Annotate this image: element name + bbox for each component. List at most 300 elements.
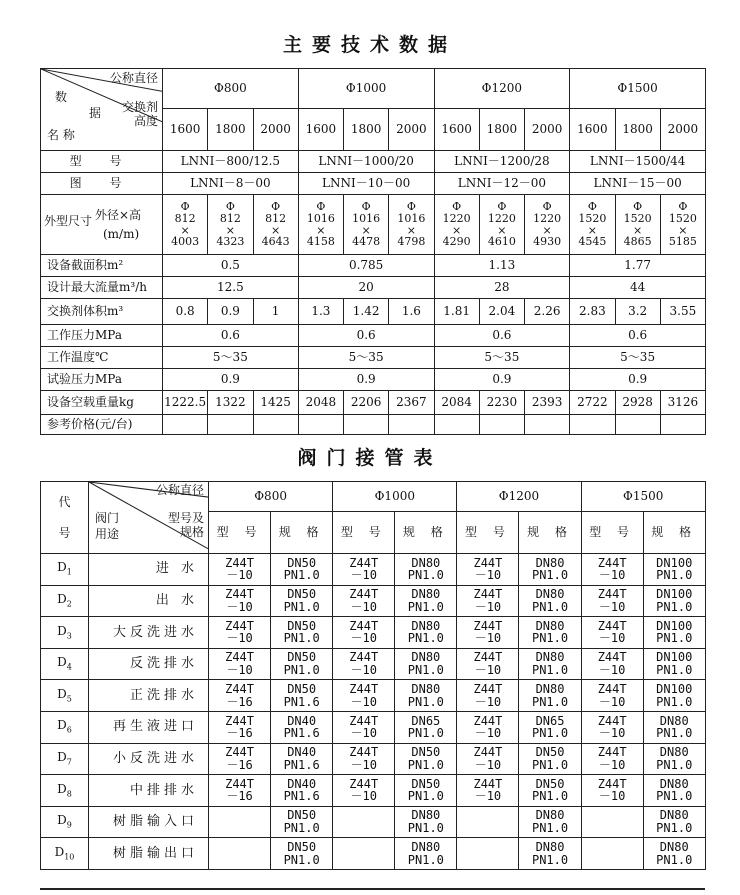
volumes-value: 2.04 [479, 299, 524, 325]
row-label: 设备空载重量kg [41, 391, 163, 415]
valve-cell-line: PN1.0 [531, 663, 569, 678]
valve-usage: 大反洗进水 [89, 617, 209, 649]
weights-value: 2084 [434, 391, 479, 415]
model-col-header: 型 号 [581, 512, 643, 554]
header-label-data-label: 数 [55, 90, 68, 104]
valve-spec [271, 554, 333, 586]
header-row-diameter [41, 69, 706, 109]
valve-spec [395, 585, 457, 617]
volumes-value: 1.42 [344, 299, 389, 325]
valve-cell-line: PN1.0 [656, 852, 693, 867]
valve-cell-line: PN1.0 [656, 568, 693, 583]
valve-cell-line: Z44T [597, 682, 627, 697]
valve-cell-line: DN50 [287, 555, 317, 570]
row-label: 设备截面积m² [41, 255, 163, 277]
valve-cell-line: DN80 [535, 555, 565, 570]
spec-col-header: 规 格 [643, 512, 705, 554]
valve-cell-line: DN40 [287, 776, 317, 791]
models-value: LNNI－1000/20 [298, 151, 434, 173]
valve-row [41, 585, 706, 617]
dimension-value [570, 195, 615, 255]
dimension-symbol: × [180, 223, 190, 237]
valve-code-sub: 7 [66, 757, 72, 767]
header-label-name-label: 名 称 [47, 128, 75, 142]
row-label: 型 号 [41, 151, 163, 173]
dimension-diameter: 1220 [533, 211, 562, 225]
valve-diameter-header: Φ1000 [333, 482, 457, 512]
valve-cell-line: DN80 [659, 776, 689, 791]
header-label-exchanger-height-2: 高度 [133, 114, 158, 128]
drawings-value: LNNI－10－00 [298, 173, 434, 195]
valve-code-sub: 10 [64, 852, 75, 862]
dimension-value [389, 195, 434, 255]
valve-row [41, 806, 706, 838]
row-drawings [41, 173, 706, 195]
valve-model [581, 743, 643, 775]
valve-spec [643, 806, 705, 838]
valve-cell-line: DN80 [535, 587, 565, 602]
drawings-value: LNNI－12－00 [434, 173, 570, 195]
valve-cell-line: PN1.0 [531, 631, 569, 646]
valve-spec [271, 775, 333, 807]
valve-cell-line: DN80 [659, 840, 689, 855]
dimension-diameter: 812 [219, 211, 241, 225]
valve-cell-line: －10 [598, 694, 626, 709]
dimension-value [479, 195, 524, 255]
valve-spec [519, 585, 581, 617]
volumes-value: 0.9 [208, 299, 253, 325]
valve-code [41, 585, 89, 617]
valve-cell-line: DN50 [287, 587, 317, 602]
valve-cell-line: PN1.0 [531, 821, 569, 836]
valve-code-sub: 6 [66, 725, 72, 735]
valve-usage: 树脂输出口 [89, 838, 209, 870]
price-value [525, 415, 570, 435]
valve-row [41, 838, 706, 870]
valve-spec [395, 617, 457, 649]
dimension-symbol: Φ [452, 200, 462, 214]
model-col-header: 型 号 [333, 512, 395, 554]
valve-code [41, 554, 89, 586]
valve-cell-line: PN1.0 [407, 599, 444, 614]
height-header: 1600 [298, 109, 343, 151]
valve-cell-line: DN50 [411, 776, 441, 791]
valve-cell-line: －10 [598, 757, 626, 772]
valve-cell-line: PN1.0 [531, 789, 569, 804]
areas-value: 0.785 [298, 255, 434, 277]
valve-code [41, 680, 89, 712]
valve-header-nominal-diameter: 公称直径 [155, 483, 204, 497]
valve-spec [271, 617, 333, 649]
valve-cell-line: －10 [226, 663, 253, 678]
temps-value: 5～35 [570, 347, 706, 369]
dims-label-unit: (m/m) [103, 227, 140, 241]
dimension-diameter: 812 [174, 211, 196, 225]
valve-model [581, 775, 643, 807]
valve-model [457, 585, 519, 617]
valve-code-letter: D [57, 686, 67, 701]
valve-code-letter: D [57, 560, 67, 575]
valve-cell-line: Z44T [349, 713, 379, 728]
valve-model [209, 680, 271, 712]
valve-spec [519, 806, 581, 838]
valve-cell-line: Z44T [473, 745, 503, 760]
valve-spec [643, 648, 705, 680]
valve-cell-line: －10 [598, 631, 626, 646]
valve-cell-line: PN1.0 [656, 663, 693, 678]
dimension-height: 4158 [306, 235, 335, 249]
valve-header-row-1 [41, 482, 706, 512]
price-value [163, 415, 208, 435]
valve-cell-line: DN100 [656, 587, 693, 602]
valve-spec [271, 648, 333, 680]
code-header [41, 482, 89, 554]
pressures-value: 0.6 [434, 325, 570, 347]
row-label: 工作压力MPa [41, 325, 163, 347]
valve-model [209, 743, 271, 775]
valve-cell-line: DN80 [411, 650, 441, 665]
valve-diameter-header: Φ1200 [457, 482, 581, 512]
dimension-symbol: × [678, 223, 688, 237]
dimension-symbol: Φ [225, 200, 235, 214]
valve-cell-line: －10 [350, 599, 377, 614]
valve-code-sub: 9 [66, 820, 72, 830]
valve-spec [395, 806, 457, 838]
valve-diameter-header: Φ800 [209, 482, 333, 512]
valve-cell-line: Z44T [473, 776, 503, 791]
valve-model [581, 617, 643, 649]
row-price [41, 415, 706, 435]
valve-code-sub: 3 [66, 630, 72, 640]
valve-cell-line: PN1.0 [407, 663, 444, 678]
valve-cell-line: Z44T [225, 745, 254, 760]
spec-col-header: 规 格 [271, 512, 333, 554]
valve-spec [271, 680, 333, 712]
valve-cell-line: Z44T [349, 618, 379, 633]
dimension-diameter: 1520 [578, 211, 607, 225]
valve-cell-line: Z44T [225, 682, 254, 697]
areas-value: 0.5 [163, 255, 299, 277]
valve-model [333, 743, 395, 775]
valve-cell-line: PN1.6 [283, 757, 320, 772]
spec-col-header: 规 格 [519, 512, 581, 554]
valve-model [333, 554, 395, 586]
weights-value: 1222.5 [163, 391, 208, 415]
row-volumes [41, 299, 706, 325]
temps-value: 5～35 [434, 347, 570, 369]
temps-value: 5～35 [163, 347, 299, 369]
valve-usage: 小反洗进水 [89, 743, 209, 775]
valve-spec [643, 775, 705, 807]
valve-header-usage-2: 用途 [95, 527, 120, 541]
row-label: 试验压力MPa [41, 369, 163, 391]
row-models [41, 151, 706, 173]
valve-table-title: 阀门接管表 [297, 447, 443, 469]
dimension-value [525, 195, 570, 255]
valve-code [41, 775, 89, 807]
weights-value: 2230 [479, 391, 524, 415]
valve-cell-line: DN50 [287, 808, 317, 823]
height-header: 1600 [434, 109, 479, 151]
valve-spec [519, 680, 581, 712]
valve-cell-line: Z44T [473, 713, 503, 728]
valve-code [41, 743, 89, 775]
dimension-symbol: × [497, 223, 507, 237]
valve-cell-line: Z44T [225, 555, 254, 570]
volumes-value: 1.81 [434, 299, 479, 325]
valve-cell-line: DN80 [659, 713, 689, 728]
price-value [298, 415, 343, 435]
valve-spec [271, 585, 333, 617]
valve-model [209, 838, 271, 870]
weights-value: 3126 [660, 391, 705, 415]
valve-cell-line: －10 [474, 631, 502, 646]
volumes-value: 3.2 [615, 299, 660, 325]
spec-col-header: 规 格 [395, 512, 457, 554]
dimension-diameter: 1220 [442, 211, 471, 225]
valve-spec [519, 711, 581, 743]
valve-cell-line: PN1.0 [283, 599, 320, 614]
valve-cell-line: PN1.0 [656, 694, 693, 709]
valve-cell-line: Z44T [225, 713, 254, 728]
dimension-value [298, 195, 343, 255]
valve-code-sub: 2 [66, 599, 72, 609]
areas-value: 1.13 [434, 255, 570, 277]
height-header: 1800 [615, 109, 660, 151]
valve-cell-line: DN50 [287, 682, 317, 697]
valve-cell-line: －10 [598, 599, 626, 614]
valve-cell-line: Z44T [597, 650, 627, 665]
valve-usage: 进 水 [89, 554, 209, 586]
valve-model [333, 680, 395, 712]
height-header: 2000 [253, 109, 298, 151]
valve-cell-line: DN80 [659, 808, 689, 823]
row-test_pressures [41, 369, 706, 391]
valve-cell-line: DN100 [656, 555, 693, 570]
valve-cell-line: －10 [598, 726, 626, 741]
valve-model [457, 680, 519, 712]
valve-cell-line: －10 [350, 631, 377, 646]
dimension-diameter: 1016 [306, 211, 335, 225]
valve-spec [519, 743, 581, 775]
valve-usage: 反洗排水 [89, 648, 209, 680]
valve-cell-line: －10 [474, 726, 502, 741]
valve-cell-line: DN80 [411, 808, 441, 823]
valve-model [581, 648, 643, 680]
dimension-diameter: 1220 [487, 211, 516, 225]
price-value [208, 415, 253, 435]
test_pressures-value: 0.9 [434, 369, 570, 391]
dimension-diameter: 812 [265, 211, 287, 225]
valve-model [209, 554, 271, 586]
dimension-height: 4610 [487, 235, 516, 249]
valve-cell-line: Z44T [597, 745, 627, 760]
valve-row [41, 743, 706, 775]
valve-cell-line: －10 [226, 599, 253, 614]
diagonal-header [41, 69, 163, 151]
flows-value: 44 [570, 277, 706, 299]
valve-code-letter: D [57, 813, 67, 828]
valve-cell-line: Z44T [597, 618, 627, 633]
valve-usage: 正洗排水 [89, 680, 209, 712]
valve-spec [395, 711, 457, 743]
dimension-symbol: Φ [587, 200, 597, 214]
valve-cell-line: PN1.0 [407, 789, 444, 804]
valve-cell-line: DN50 [411, 745, 441, 760]
diameter-header: Φ1500 [570, 69, 706, 109]
valve-cell-line: PN1.0 [656, 631, 693, 646]
valve-code-letter: D [57, 592, 67, 606]
valve-cell-line: DN80 [535, 840, 565, 855]
valve-cell-line: DN50 [287, 840, 317, 855]
dimension-diameter: 1520 [668, 211, 697, 225]
dimension-value [660, 195, 705, 255]
valve-cell-line: PN1.0 [656, 726, 693, 741]
valve-spec [643, 617, 705, 649]
valve-cell-line: －10 [474, 757, 502, 772]
valve-cell-line: Z44T [349, 650, 379, 665]
valve-cell-line: DN50 [287, 650, 317, 665]
diameter-header: Φ1000 [298, 69, 434, 109]
row-label: 交换剂体积m³ [41, 299, 163, 325]
valve-spec [643, 711, 705, 743]
valve-cell-line: －10 [350, 726, 377, 741]
valve-code [41, 617, 89, 649]
price-value [615, 415, 660, 435]
valve-row [41, 680, 706, 712]
row-flows [41, 277, 706, 299]
valve-model [581, 711, 643, 743]
diameter-header: Φ800 [163, 69, 299, 109]
row-label: 工作温度℃ [41, 347, 163, 369]
valve-cell-line: PN1.6 [283, 726, 320, 741]
valve-row [41, 617, 706, 649]
drawings-value: LNNI－8－00 [163, 173, 299, 195]
dimension-symbol: × [361, 223, 371, 237]
valve-model [209, 648, 271, 680]
valve-cell-line: －10 [474, 789, 502, 804]
dimension-symbol: × [316, 223, 326, 237]
valve-code-letter: D [54, 844, 65, 859]
valve-usage: 再生液进口 [89, 711, 209, 743]
dimension-symbol: × [406, 223, 416, 237]
valve-cell-line: Z44T [225, 587, 254, 602]
valve-diagonal-header [89, 482, 209, 554]
dims-label-main: 外型尺寸 [44, 214, 93, 228]
valve-code [41, 838, 89, 870]
volumes-value: 1.3 [298, 299, 343, 325]
valve-spec [643, 838, 705, 870]
valve-cell-line: Z44T [225, 618, 254, 633]
dimension-symbol: Φ [316, 200, 326, 214]
valve-cell-line: PN1.0 [407, 821, 444, 836]
pressures-value: 0.6 [298, 325, 434, 347]
valve-cell-line: PN1.0 [531, 599, 569, 614]
height-header: 2000 [525, 109, 570, 151]
valve-cell-line: －10 [474, 663, 502, 678]
valve-model [333, 711, 395, 743]
valve-spec [271, 711, 333, 743]
flows-value: 20 [298, 277, 434, 299]
dimension-height: 4323 [216, 235, 245, 249]
spec-table-title: 主要技术数据 [282, 34, 457, 56]
valve-cell-line: PN1.0 [283, 821, 320, 836]
models-value: LNNI－1500/44 [570, 151, 706, 173]
dimension-symbol: × [633, 223, 643, 237]
valve-header-model-spec-2: 规格 [179, 525, 204, 539]
dimension-value [253, 195, 298, 255]
valve-model [333, 617, 395, 649]
dims-label-sub: 外径×高 [95, 208, 142, 222]
valve-cell-line: DN80 [535, 650, 565, 665]
volumes-value: 1 [253, 299, 298, 325]
valve-cell-line: DN100 [656, 618, 693, 633]
header-label-data-label-2: 据 [89, 106, 102, 120]
valve-cell-line: Z44T [473, 555, 503, 570]
valve-row [41, 775, 706, 807]
weights-value: 2928 [615, 391, 660, 415]
weights-value: 2722 [570, 391, 615, 415]
valve-spec [395, 648, 457, 680]
row-label: 设计最大流量m³/h [41, 277, 163, 299]
test_pressures-value: 0.9 [298, 369, 434, 391]
height-header: 2000 [389, 109, 434, 151]
valve-model [457, 806, 519, 838]
models-value: LNNI－800/12.5 [163, 151, 299, 173]
dimension-symbol: Φ [633, 200, 643, 214]
row-weights [41, 391, 706, 415]
dimension-diameter: 1520 [623, 211, 652, 225]
valve-cell-line: －10 [350, 694, 377, 709]
valve-cell-line: PN1.0 [656, 821, 693, 836]
dimension-value [615, 195, 660, 255]
dimension-symbol: Φ [271, 200, 281, 214]
valve-model [457, 648, 519, 680]
valve-cell-line: PN1.0 [531, 757, 569, 772]
flows-value: 12.5 [163, 277, 299, 299]
valve-cell-line: PN1.6 [283, 789, 320, 804]
row-temps [41, 347, 706, 369]
valve-model [581, 554, 643, 586]
valve-code-letter: D [57, 623, 67, 638]
bottom-rule [40, 888, 705, 890]
volumes-value: 2.83 [570, 299, 615, 325]
valve-cell-line: PN1.0 [283, 663, 320, 678]
valve-cell-line: －10 [226, 631, 253, 646]
valve-model [581, 838, 643, 870]
dimension-symbol: Φ [497, 200, 507, 214]
valve-cell-line: PN1.6 [283, 694, 320, 709]
valve-cell-line: PN1.0 [656, 599, 693, 614]
valve-spec [271, 806, 333, 838]
valve-cell-line: Z44T [349, 776, 379, 791]
valve-spec [643, 585, 705, 617]
valve-cell-line: Z44T [225, 650, 254, 665]
valve-diameter-header: Φ1500 [581, 482, 705, 512]
volumes-value: 3.55 [660, 299, 705, 325]
price-value [253, 415, 298, 435]
row-label: 图 号 [41, 173, 163, 195]
valve-cell-line: PN1.0 [531, 694, 569, 709]
valve-cell-line: DN40 [287, 745, 317, 760]
pressures-value: 0.6 [163, 325, 299, 347]
valve-cell-line: DN80 [535, 682, 565, 697]
valve-cell-line: PN1.0 [283, 631, 320, 646]
price-value [344, 415, 389, 435]
valve-spec [395, 743, 457, 775]
valve-cell-line: －10 [226, 568, 253, 583]
dimension-label [41, 195, 163, 255]
